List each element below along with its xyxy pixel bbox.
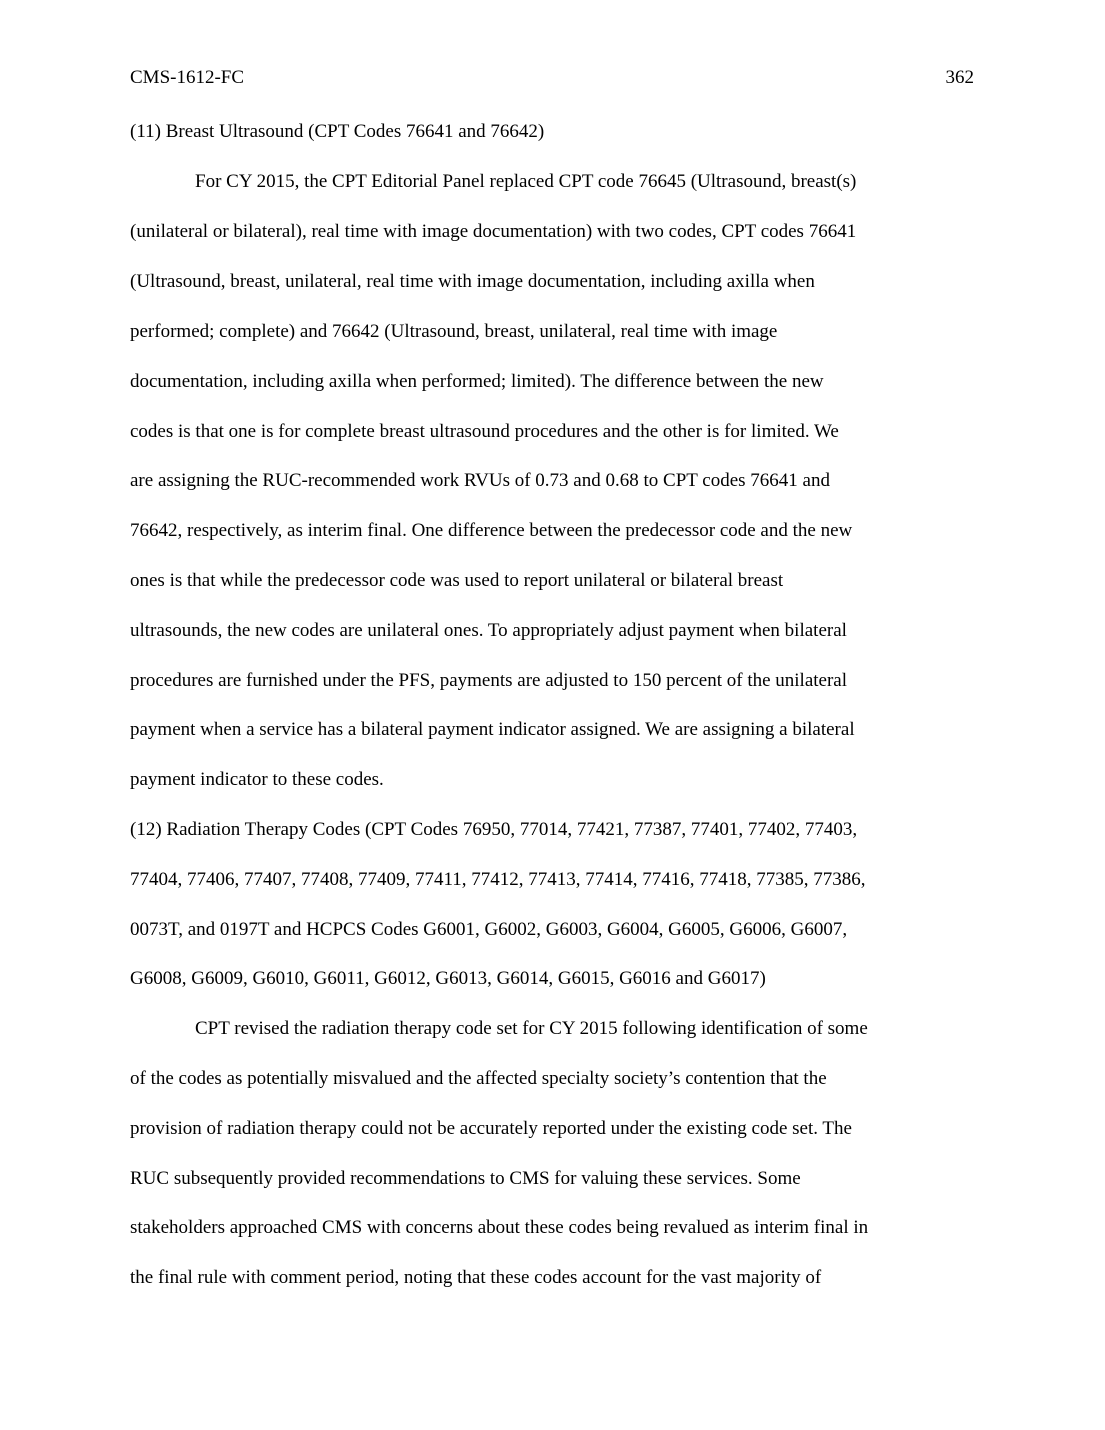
paragraph-line: 76642, respectively, as interim final. One difference between the predecessor code and the new — [130, 520, 853, 541]
paragraph-line: ones is that while the predecessor code was used to report unilateral or bilateral breast — [130, 570, 784, 591]
paragraph-line: codes is that one is for complete breast ultrasound procedures and the other is for limited. We — [130, 421, 839, 442]
paragraph-line: (Ultrasound, breast, unilateral, real time with image documentation, including axilla when — [130, 271, 815, 292]
document-id: CMS-1612-FC — [130, 67, 245, 88]
section-heading-12: (12) Radiation Therapy Codes (CPT Codes 76950, 77014, 77421, 77387, 77401, 77402, 77403, — [130, 819, 858, 840]
section-heading-12-continued: 0073T, and 0197T and HCPCS Codes G6001, G6002, G6003, G6004, G6005, G6006, G6007, — [130, 919, 848, 940]
paragraph-line: RUC subsequently provided recommendations to CMS for valuing these services. Some — [130, 1168, 801, 1189]
paragraph-line: of the codes as potentially misvalued and the affected specialty society’s contention that the — [130, 1068, 827, 1089]
paragraph-line: are assigning the RUC-recommended work RVUs of 0.73 and 0.68 to CPT codes 76641 and — [130, 470, 830, 491]
paragraph-line: ultrasounds, the new codes are unilateral ones. To appropriately adjust payment when bilateral — [130, 620, 847, 641]
paragraph-line: provision of radiation therapy could not be accurately reported under the existing code set. The — [130, 1118, 852, 1139]
paragraph-line: payment indicator to these codes. — [130, 769, 384, 790]
paragraph-line: CPT revised the radiation therapy code set for CY 2015 following identification of some — [195, 1018, 868, 1039]
paragraph-line: For CY 2015, the CPT Editorial Panel replaced CPT code 76645 (Ultrasound, breast(s) — [195, 171, 857, 192]
paragraph-line: stakeholders approached CMS with concerns about these codes being revalued as interim final in — [130, 1217, 869, 1238]
paragraph-line: (unilateral or bilateral), real time with image documentation) with two codes, CPT codes 76641 — [130, 221, 857, 242]
page-number: 362 — [945, 67, 974, 88]
section-heading-12-continued: G6008, G6009, G6010, G6011, G6012, G6013, G6014, G6015, G6016 and G6017) — [130, 968, 766, 989]
section-heading-11: (11) Breast Ultrasound (CPT Codes 76641 and 76642) — [130, 121, 545, 142]
paragraph-line: the final rule with comment period, noting that these codes account for the vast majority of — [130, 1267, 822, 1288]
paragraph-line: documentation, including axilla when performed; limited). The difference between the new — [130, 371, 824, 392]
section-heading-12-continued: 77404, 77406, 77407, 77408, 77409, 77411, 77412, 77413, 77414, 77416, 77418, 77385, 77386, — [130, 869, 866, 890]
paragraph-line: performed; complete) and 76642 (Ultrasound, breast, unilateral, real time with image — [130, 321, 778, 342]
paragraph-line: procedures are furnished under the PFS, payments are adjusted to 150 percent of the unilateral — [130, 670, 848, 691]
paragraph-line: payment when a service has a bilateral payment indicator assigned. We are assigning a bilateral — [130, 719, 855, 740]
